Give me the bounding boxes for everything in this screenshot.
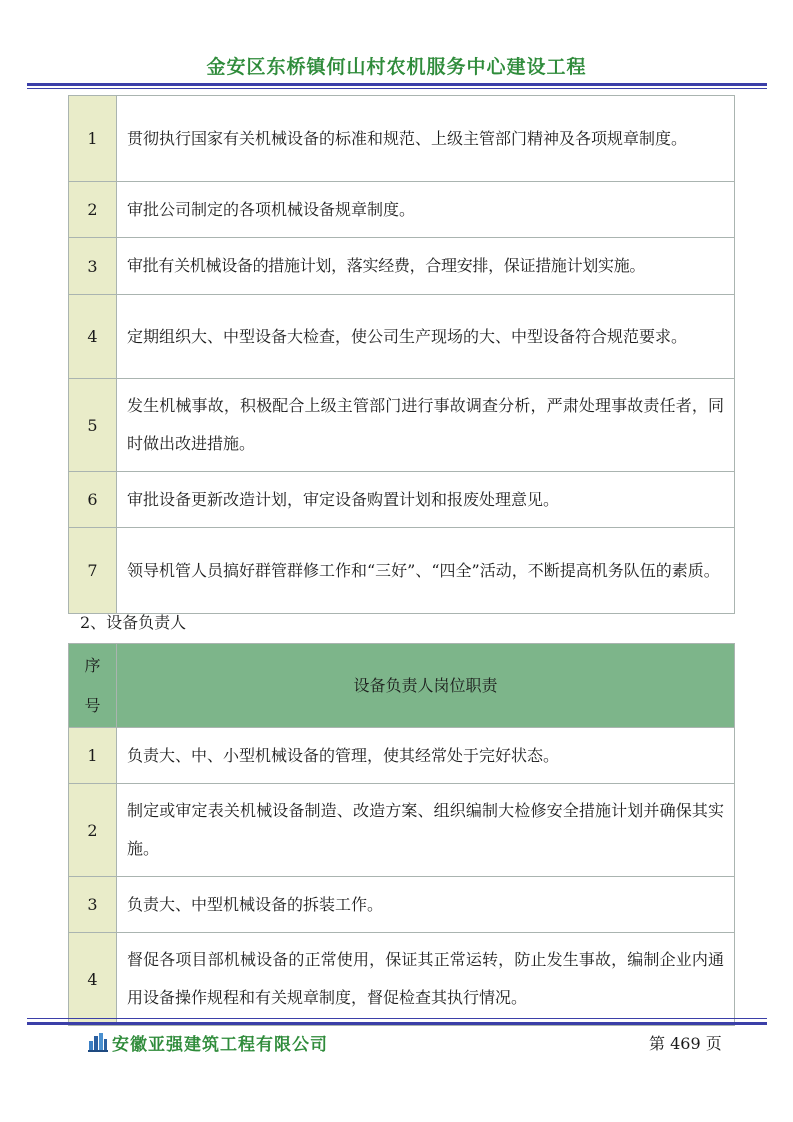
row-number: 4 — [69, 933, 117, 1026]
footer-company-name: 安徽亚强建筑工程有限公司 — [112, 1035, 328, 1055]
row-text: 领导机管人员搞好群管群修工作和“三好”、“四全”活动，不断提高机务队伍的素质。 — [117, 528, 735, 614]
table-row — [69, 472, 735, 528]
section-heading: 2、设备负责人 — [80, 613, 187, 632]
table-row — [69, 528, 735, 614]
row-text: 审批有关机械设备的措施计划，落实经费，合理安排，保证措施计划实施。 — [117, 238, 735, 295]
header-number-label — [69, 644, 117, 728]
row-text: 负责大、中型机械设备的拆装工作。 — [117, 877, 735, 933]
table-row — [69, 295, 735, 379]
table-row — [69, 784, 735, 877]
document-header-title: 金安区东桥镇何山村农机服务中心建设工程 — [206, 56, 587, 78]
table-row — [69, 877, 735, 933]
row-text: 贯彻执行国家有关机械设备的标准和规范、上级主管部门精神及各项规章制度。 — [117, 96, 735, 182]
row-number: 1 — [69, 728, 117, 784]
table-header-row — [69, 644, 735, 728]
table-row — [69, 728, 735, 784]
row-number: 2 — [69, 784, 117, 877]
row-number: 5 — [69, 379, 117, 472]
footer-rule-thin — [27, 1018, 767, 1019]
table-row — [69, 182, 735, 238]
header-rule-thin — [27, 88, 767, 89]
duty-table-2 — [68, 643, 735, 1026]
table-row — [69, 96, 735, 182]
row-text: 审批设备更新改造计划，审定设备购置计划和报废处理意见。 — [117, 472, 735, 528]
row-number: 1 — [69, 96, 117, 182]
building-logo-icon — [88, 1032, 108, 1052]
duty-table-1 — [68, 95, 735, 614]
row-text: 制定或审定表关机械设备制造、改造方案、组织编制大检修安全措施计划并确保其实施。 — [117, 784, 735, 877]
row-number: 6 — [69, 472, 117, 528]
row-text: 审批公司制定的各项机械设备规章制度。 — [117, 182, 735, 238]
header-title-cell: 设备负责人岗位职责 — [117, 644, 735, 728]
row-number: 7 — [69, 528, 117, 614]
header-rule — [27, 83, 767, 86]
row-text: 发生机械事故，积极配合上级主管部门进行事故调查分析，严肃处理事故责任者，同时做出改进措施。 — [117, 379, 735, 472]
row-number: 3 — [69, 238, 117, 295]
row-text: 定期组织大、中型设备大检查，使公司生产现场的大、中型设备符合规范要求。 — [117, 295, 735, 379]
table-row — [69, 933, 735, 1026]
table-row — [69, 379, 735, 472]
page-number: 第 469 页 — [649, 1034, 722, 1053]
row-number: 2 — [69, 182, 117, 238]
row-number: 3 — [69, 877, 117, 933]
table-row — [69, 238, 735, 295]
footer-rule — [27, 1022, 767, 1025]
header-number-text: 序号 — [84, 655, 101, 715]
row-number: 4 — [69, 295, 117, 379]
row-text: 负责大、中、小型机械设备的管理，使其经常处于完好状态。 — [117, 728, 735, 784]
row-text: 督促各项目部机械设备的正常使用，保证其正常运转，防止发生事故，编制企业内通用设备操作规程和有关规章制度，督促检查其执行情况。 — [117, 933, 735, 1026]
